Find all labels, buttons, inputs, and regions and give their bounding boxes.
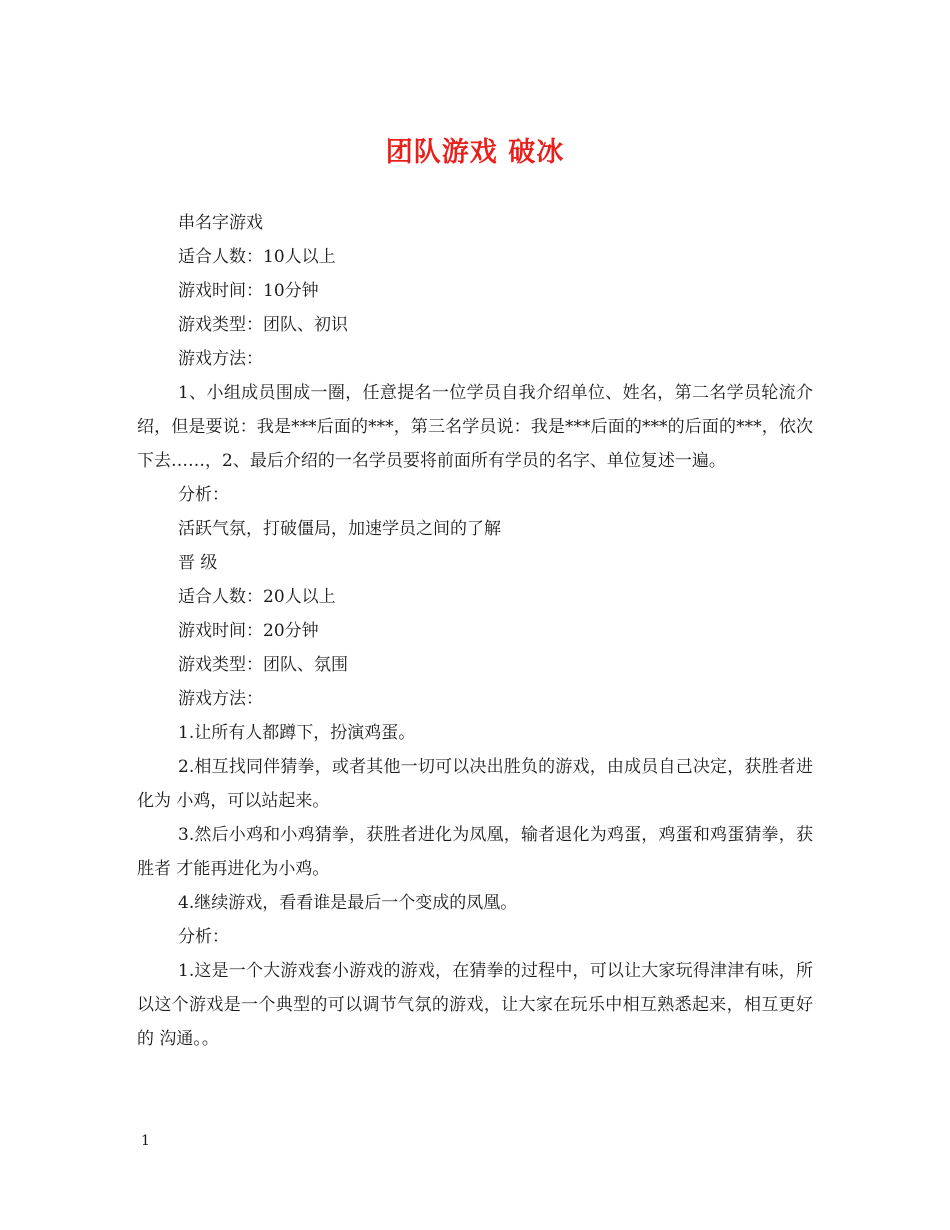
document-title: 团队游戏 破冰 xyxy=(385,137,565,168)
paragraph: 游戏时间：20分钟 xyxy=(178,621,319,641)
paragraph: 1.这是一个大游戏套小游戏的游戏，在猜拳的过程中，可以让大家玩得津津有味，所以这个游戏是一个典型的可以调节气氛的游戏，让大家在玩乐中相互熟悉起来，相互更好的 沟通。。 xyxy=(137,961,813,1049)
paragraph: 晋 级 xyxy=(178,553,218,573)
paragraph: 适合人数：10人以上 xyxy=(178,247,336,267)
paragraph: 游戏方法： xyxy=(178,349,263,369)
paragraph: 游戏类型：团队、氛围 xyxy=(178,655,348,675)
paragraph: 游戏类型：团队、初识 xyxy=(178,315,348,335)
paragraph: 游戏时间：10分钟 xyxy=(178,281,319,301)
paragraph: 1.让所有人都蹲下，扮演鸡蛋。 xyxy=(178,723,416,743)
paragraph: 活跃气氛，打破僵局，加速学员之间的了解 xyxy=(178,519,501,539)
paragraph: 适合人数：20人以上 xyxy=(178,587,336,607)
paragraph: 分析： xyxy=(178,485,229,505)
paragraph: 游戏方法： xyxy=(178,689,263,709)
paragraph: 4.继续游戏，看看谁是最后一个变成的凤凰。 xyxy=(178,893,518,913)
paragraph: 1、小组成员围成一圈，任意提名一位学员自我介绍单位、姓名，第二名学员轮流介绍，但是要说：我是***后面的***，第三名学员说：我是***后面的***的后面的***，依次下去……，2、最后介绍的一名学员要将前面所有学员的名字、单位复述一遍。 xyxy=(137,383,813,471)
paragraph: 2.相互找同伴猜拳，或者其他一切可以决出胜负的游戏，由成员自己决定，获胜者进化为 小鸡，可以站起来。 xyxy=(137,757,813,811)
paragraph: 串名字游戏 xyxy=(178,213,263,233)
paragraph: 分析： xyxy=(178,927,229,947)
page-number: 1 xyxy=(141,1133,150,1149)
document-body xyxy=(137,206,813,1056)
paragraph: 3.然后小鸡和小鸡猜拳，获胜者进化为凤凰，输者退化为鸡蛋，鸡蛋和鸡蛋猜拳，获胜者 才能再进化为小鸡。 xyxy=(137,825,813,879)
